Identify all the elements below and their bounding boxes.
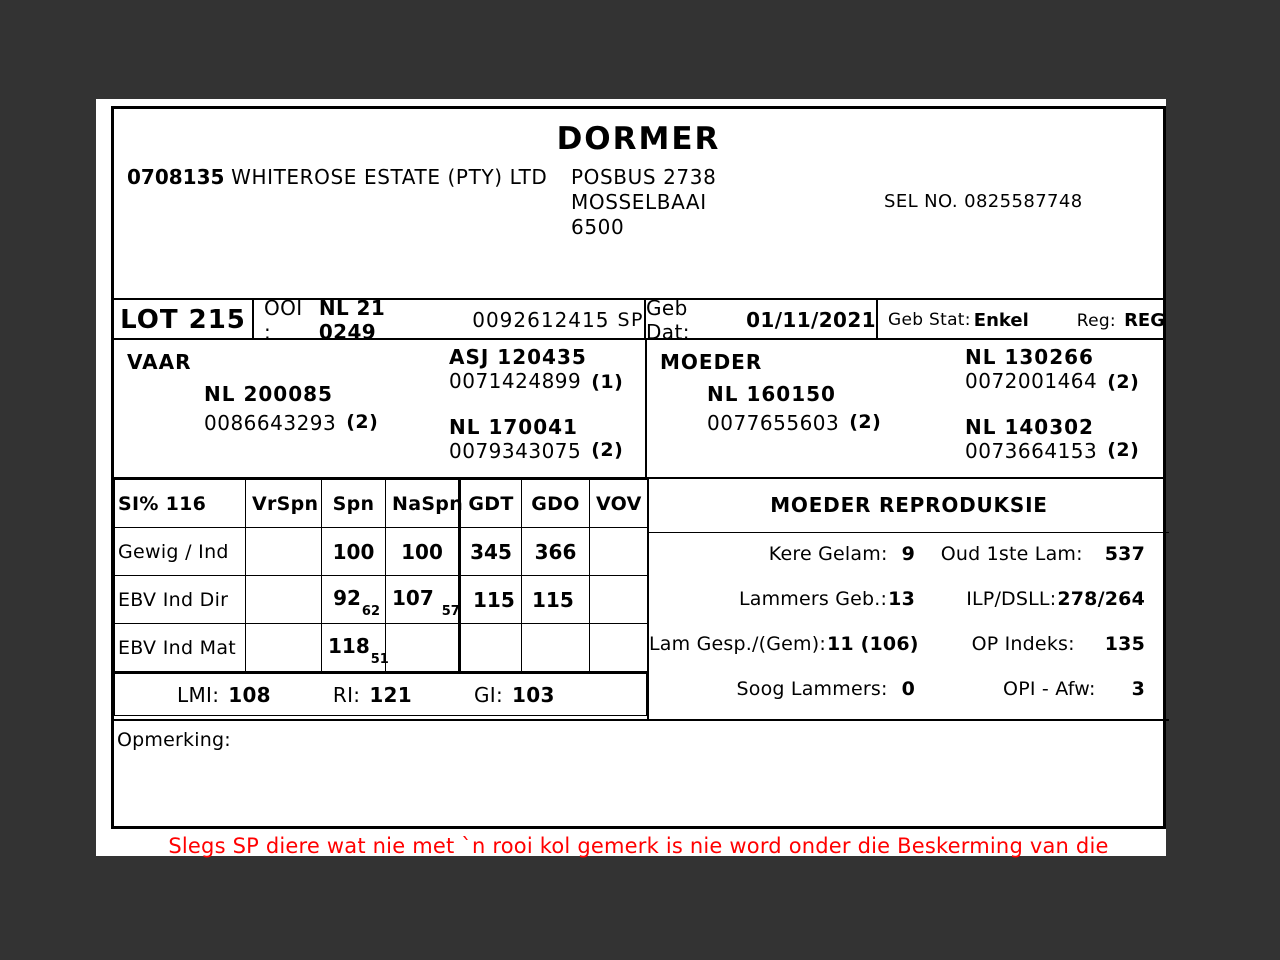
dam-gp1-id: 0072001464 <box>965 369 1098 393</box>
remarks-label: Opmerking: <box>117 729 231 751</box>
birth-status-cell <box>878 300 1169 340</box>
cell-ebvmat-vrspn <box>246 624 322 672</box>
sire-id-row <box>204 411 378 435</box>
dam-grandparent-1 <box>965 345 1139 393</box>
table-row <box>115 576 648 624</box>
dam-gp2-id-row <box>965 439 1139 463</box>
index-row <box>114 672 647 716</box>
cell-ebvmat-spn-value: 118 <box>328 633 370 658</box>
soog-lammers-field <box>649 678 915 700</box>
oud-1ste-lam-field <box>915 543 1155 565</box>
birth-status-value: Enkel <box>973 309 1029 331</box>
sire-title: VAAR <box>127 350 192 374</box>
cell-gewig-vov <box>590 528 648 576</box>
reproduction-row <box>649 633 1169 678</box>
lammers-geb-label: Lammers Geb.: <box>738 588 888 610</box>
ilp-dsll-value: 278/264 <box>1057 588 1145 610</box>
cell-gewig-gdo: 366 <box>522 528 590 576</box>
lam-gesp-field <box>649 633 919 655</box>
col-vov: VOV <box>590 480 648 528</box>
gi-label: GI: <box>474 682 504 707</box>
sire-paren: (2) <box>346 411 379 433</box>
soog-lammers-label: Soog Lammers: <box>736 678 888 700</box>
op-indeks-label: OP Indeks: <box>971 633 1075 655</box>
birth-date-cell <box>646 296 878 344</box>
table-header-row <box>115 480 648 528</box>
oud-1ste-lam-label: Oud 1ste Lam: <box>940 543 1083 565</box>
cell-gewig-vrspn <box>246 528 322 576</box>
kere-gelam-value: 9 <box>901 543 915 565</box>
si-percent-label: SI% 116 <box>115 480 246 528</box>
owner-line <box>127 165 547 189</box>
ilp-dsll-field <box>915 588 1155 610</box>
ri-label: RI: <box>332 682 361 707</box>
ooi-tag: NL 21 0249 <box>318 296 386 344</box>
owner-name: WHITEROSE ESTATE (PTY) LTD <box>231 165 548 189</box>
row-label-ebv-dir: EBV Ind Dir <box>115 576 246 624</box>
sire-grandparent-1 <box>449 345 623 393</box>
reproduction-row <box>649 678 1169 723</box>
breed-title: DORMER <box>556 121 721 157</box>
cell-ebvmat-spn-acc: 51 <box>370 651 389 667</box>
reproduction-grid <box>649 533 1169 723</box>
document-page <box>96 99 1166 856</box>
cell-ebvmat-spn <box>322 624 389 672</box>
lot-number: LOT 215 <box>120 305 246 335</box>
address-line-2: MOSSELBAAI <box>571 190 707 214</box>
oud-1ste-lam-value: 537 <box>1104 543 1145 565</box>
sire-gp2-tag: NL 170041 <box>449 415 578 439</box>
cell-ebvdir-naspn-value: 107 <box>392 585 434 610</box>
kere-gelam-field <box>649 543 915 565</box>
performance-table <box>114 479 648 672</box>
cell-ebvmat-gdt <box>460 624 522 672</box>
registration-label: Reg: <box>1076 310 1116 331</box>
birth-status-label: Geb Stat: <box>888 310 971 330</box>
table-row <box>115 624 648 672</box>
lot-row <box>114 296 1165 344</box>
ooi-label: OOI : <box>264 296 303 344</box>
op-indeks-value: 135 <box>1104 633 1145 655</box>
row-label-gewig: Gewig / Ind <box>115 528 246 576</box>
sire-gp1-tag: ASJ 120435 <box>449 345 587 369</box>
cell-ebvdir-spn-value: 92 <box>333 585 361 610</box>
dam-gp2-tag: NL 140302 <box>965 415 1094 439</box>
soog-lammers-value: 0 <box>901 678 915 700</box>
dam-paren: (2) <box>849 411 882 433</box>
sire-gp1-id: 0071424899 <box>449 369 582 393</box>
col-gdt: GDT <box>460 480 522 528</box>
dam-grandparent-2 <box>965 415 1139 463</box>
performance-panel <box>114 479 647 716</box>
sire-id: 0086643293 <box>204 411 337 435</box>
col-naspn: NaSpn <box>386 480 460 528</box>
dam-gp1-id-row <box>965 369 1139 393</box>
col-vrspn: VrSpn <box>246 480 322 528</box>
sire-gp2-id-row <box>449 439 623 463</box>
col-gdo: GDO <box>522 480 590 528</box>
sire-gp1-id-row <box>449 369 623 393</box>
lam-gesp-label: Lam Gesp./(Gem): <box>649 633 826 655</box>
dam-id: 0077655603 <box>707 411 840 435</box>
cell-ebvmat-gdo <box>522 624 590 672</box>
lmi-value: 108 <box>228 682 271 707</box>
registration-value: REG <box>1124 309 1165 331</box>
cell-ebvdir-naspn <box>386 576 460 624</box>
ooi-sp-code: SP <box>617 309 644 331</box>
ooi-id: 0092612415 <box>472 308 610 332</box>
cell-ebvmat-vov <box>590 624 648 672</box>
cell-ebvmat-naspn <box>386 624 460 672</box>
ilp-dsll-label: ILP/DSLL: <box>966 588 1057 610</box>
owner-code: 0708135 <box>127 165 225 189</box>
kere-gelam-label: Kere Gelam: <box>768 543 888 565</box>
reproduction-title: MOEDER REPRODUKSIE <box>770 493 1048 517</box>
cell-ebvdir-gdt: 115 <box>460 576 522 624</box>
owner-address <box>571 165 716 240</box>
lammers-geb-field <box>649 588 915 610</box>
sire-gp2-id: 0079343075 <box>449 439 582 463</box>
lam-gesp-value: 11 (106) <box>826 633 919 655</box>
pedigree-certificate <box>111 106 1166 829</box>
dam-id-row <box>707 411 881 435</box>
lot-cell <box>114 300 254 340</box>
sire-tag: NL 200085 <box>204 382 333 406</box>
address-line-3: 6500 <box>571 215 625 239</box>
cell-ebvdir-naspn-acc: 57 <box>441 603 460 619</box>
op-indeks-field <box>915 633 1155 655</box>
dam-gp1-paren: (2) <box>1107 371 1140 393</box>
dam-title: MOEDER <box>660 350 763 374</box>
dam-panel <box>647 340 1169 479</box>
remarks-section <box>114 719 1169 819</box>
cell-ebvdir-vrspn <box>246 576 322 624</box>
ooi-cell <box>254 296 646 344</box>
sire-grandparent-2 <box>449 415 623 463</box>
dam-gp1-tag: NL 130266 <box>965 345 1094 369</box>
pedigree-section <box>114 340 1163 479</box>
dam-gp2-id: 0073664153 <box>965 439 1098 463</box>
address-line-1: POSBUS 2738 <box>571 165 717 189</box>
cell-ebvdir-vov <box>590 576 648 624</box>
sire-panel <box>114 340 647 479</box>
ri-value: 121 <box>369 682 412 707</box>
sire-animal <box>204 382 378 435</box>
table-row <box>115 528 648 576</box>
reproduction-row <box>649 588 1169 633</box>
reproduction-row <box>649 543 1169 588</box>
opi-afw-field <box>915 678 1155 700</box>
row-label-ebv-mat: EBV Ind Mat <box>115 624 246 672</box>
cell-ebvdir-spn-acc: 62 <box>361 603 380 619</box>
gi-value: 103 <box>512 682 555 707</box>
opi-afw-label: OPI - Afw: <box>1003 678 1096 700</box>
footer-disclaimer: Slegs SP diere wat nie met `n rooi kol gemerk is nie word onder die Beskerming van die <box>168 834 1109 858</box>
cell-gewig-naspn: 100 <box>386 528 460 576</box>
dam-gp2-paren: (2) <box>1107 439 1140 461</box>
reproduction-panel <box>647 479 1169 719</box>
sire-gp1-paren: (1) <box>591 371 624 393</box>
dam-tag: NL 160150 <box>707 382 836 406</box>
dam-animal <box>707 382 881 435</box>
certificate-header <box>114 109 1163 300</box>
cell-ebvdir-spn <box>322 576 386 624</box>
birth-date-value: 01/11/2021 <box>746 308 876 332</box>
sire-gp2-paren: (2) <box>591 439 624 461</box>
cell-gewig-spn: 100 <box>322 528 386 576</box>
phone-number: SEL NO. 0825587748 <box>884 191 1083 212</box>
registration-group <box>1077 310 1169 331</box>
opi-afw-value: 3 <box>1131 678 1145 700</box>
col-spn: Spn <box>322 480 386 528</box>
certificate-body <box>114 479 1163 819</box>
lmi-label: LMI: <box>177 682 220 707</box>
cell-ebvdir-gdo: 115 <box>522 576 590 624</box>
lammers-geb-value: 13 <box>888 588 915 610</box>
cell-gewig-gdt: 345 <box>460 528 522 576</box>
birth-date-label: Geb Dat: <box>646 296 690 344</box>
